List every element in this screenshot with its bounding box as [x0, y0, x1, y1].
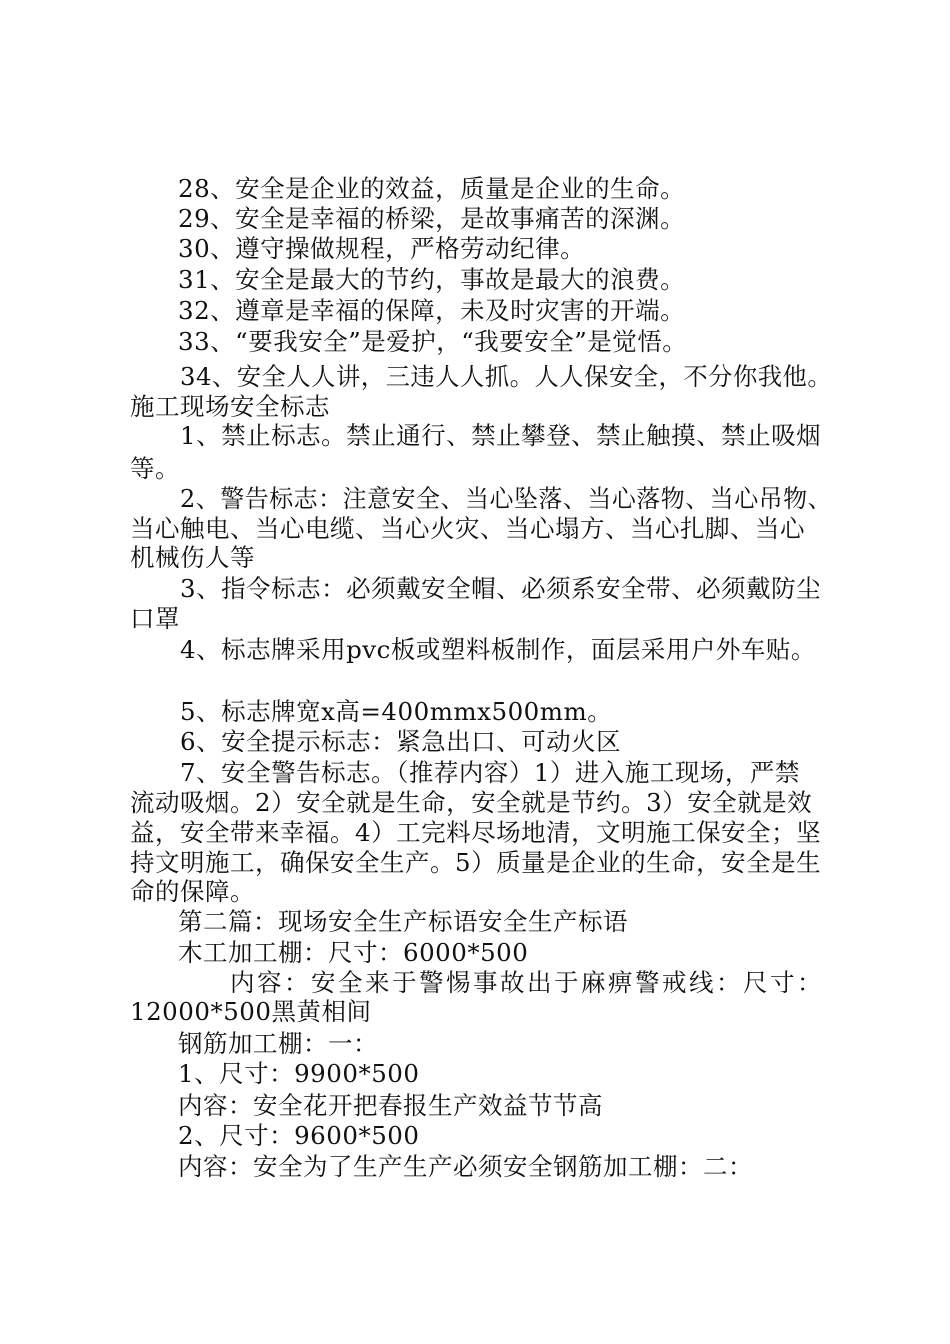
slogan-31: 31、安全是最大的节约，事故是最大的浪费。: [178, 265, 686, 294]
slogan-28: 28、安全是企业的效益，质量是企业的生命。: [178, 174, 686, 203]
item-2-line1: 2、警告标志：注意安全、当心坠落、当心落物、当心吊物、: [180, 484, 833, 513]
item-5: 5、标志牌宽x高=400mmx500mm。: [180, 697, 613, 726]
carpentry-shed-content: 内容：安全来于警惕事故出于麻痹警戒线：尺寸：: [230, 968, 822, 997]
item-3-line1: 3、指令标志：必须戴安全帽、必须系安全带、必须戴防尘: [180, 574, 822, 603]
slogan-30: 30、遵守操做规程，严格劳动纪律。: [178, 234, 586, 263]
item-2-line3: 机械伤人等: [130, 543, 255, 572]
warning-line-size: 12000*500黑黄相间: [130, 997, 372, 1026]
item-7-line2: 流动吸烟。2）安全就是生命，安全就是节约。3）安全就是效: [130, 788, 813, 817]
item-1-line1: 1、禁止标志。禁止通行、禁止攀登、禁止触摸、禁止吸烟: [180, 421, 822, 450]
rebar-size-2: 2、尺寸：9600*500: [178, 1121, 420, 1150]
item-7-line3: 益，安全带来幸福。4）工完料尽场地清，文明施工保安全；坚: [130, 818, 822, 847]
item-7-line1: 7、安全警告标志。（推荐内容）1）进入施工现场，严禁: [180, 758, 800, 787]
item-2-line2: 当心触电、当心电缆、当心火灾、当心塌方、当心扎脚、当心: [130, 514, 805, 543]
item-3-line2: 口罩: [130, 604, 180, 633]
item-6: 6、安全提示标志：紧急出口、可动火区: [180, 727, 622, 756]
rebar-content-1: 内容：安全花开把春报生产效益节节高: [178, 1091, 603, 1120]
slogan-33: 33、“要我安全”是爱护，“我要安全”是觉悟。: [178, 327, 688, 356]
item-7-line4: 持文明施工，确保安全生产。5）质量是企业的生命，安全是生: [130, 848, 822, 877]
section-heading: 施工现场安全标志: [130, 392, 330, 421]
rebar-shed-one: 钢筋加工棚：一：: [178, 1029, 378, 1058]
item-4: 4、标志牌采用pvc板或塑料板制作，面层采用户外车贴。: [180, 635, 816, 664]
item-1-line2: 等。: [130, 454, 180, 483]
slogan-29: 29、安全是幸福的桥梁，是故事痛苦的深渊。: [178, 204, 686, 233]
carpentry-shed-size: 木工加工棚：尺寸：6000*500: [178, 938, 529, 967]
rebar-size-1: 1、尺寸：9900*500: [178, 1059, 420, 1088]
slogan-32: 32、遵章是幸福的保障，未及时灾害的开端。: [178, 296, 686, 325]
rebar-content-2: 内容：安全为了生产生产必须安全钢筋加工棚：二：: [178, 1152, 753, 1181]
slogan-34: 34、安全人人讲，三违人人抓。人人保安全，不分你我他。: [180, 362, 833, 391]
item-7-line5: 命的保障。: [130, 877, 255, 906]
chapter-two-title: 第二篇：现场安全生产标语安全生产标语: [178, 907, 628, 936]
